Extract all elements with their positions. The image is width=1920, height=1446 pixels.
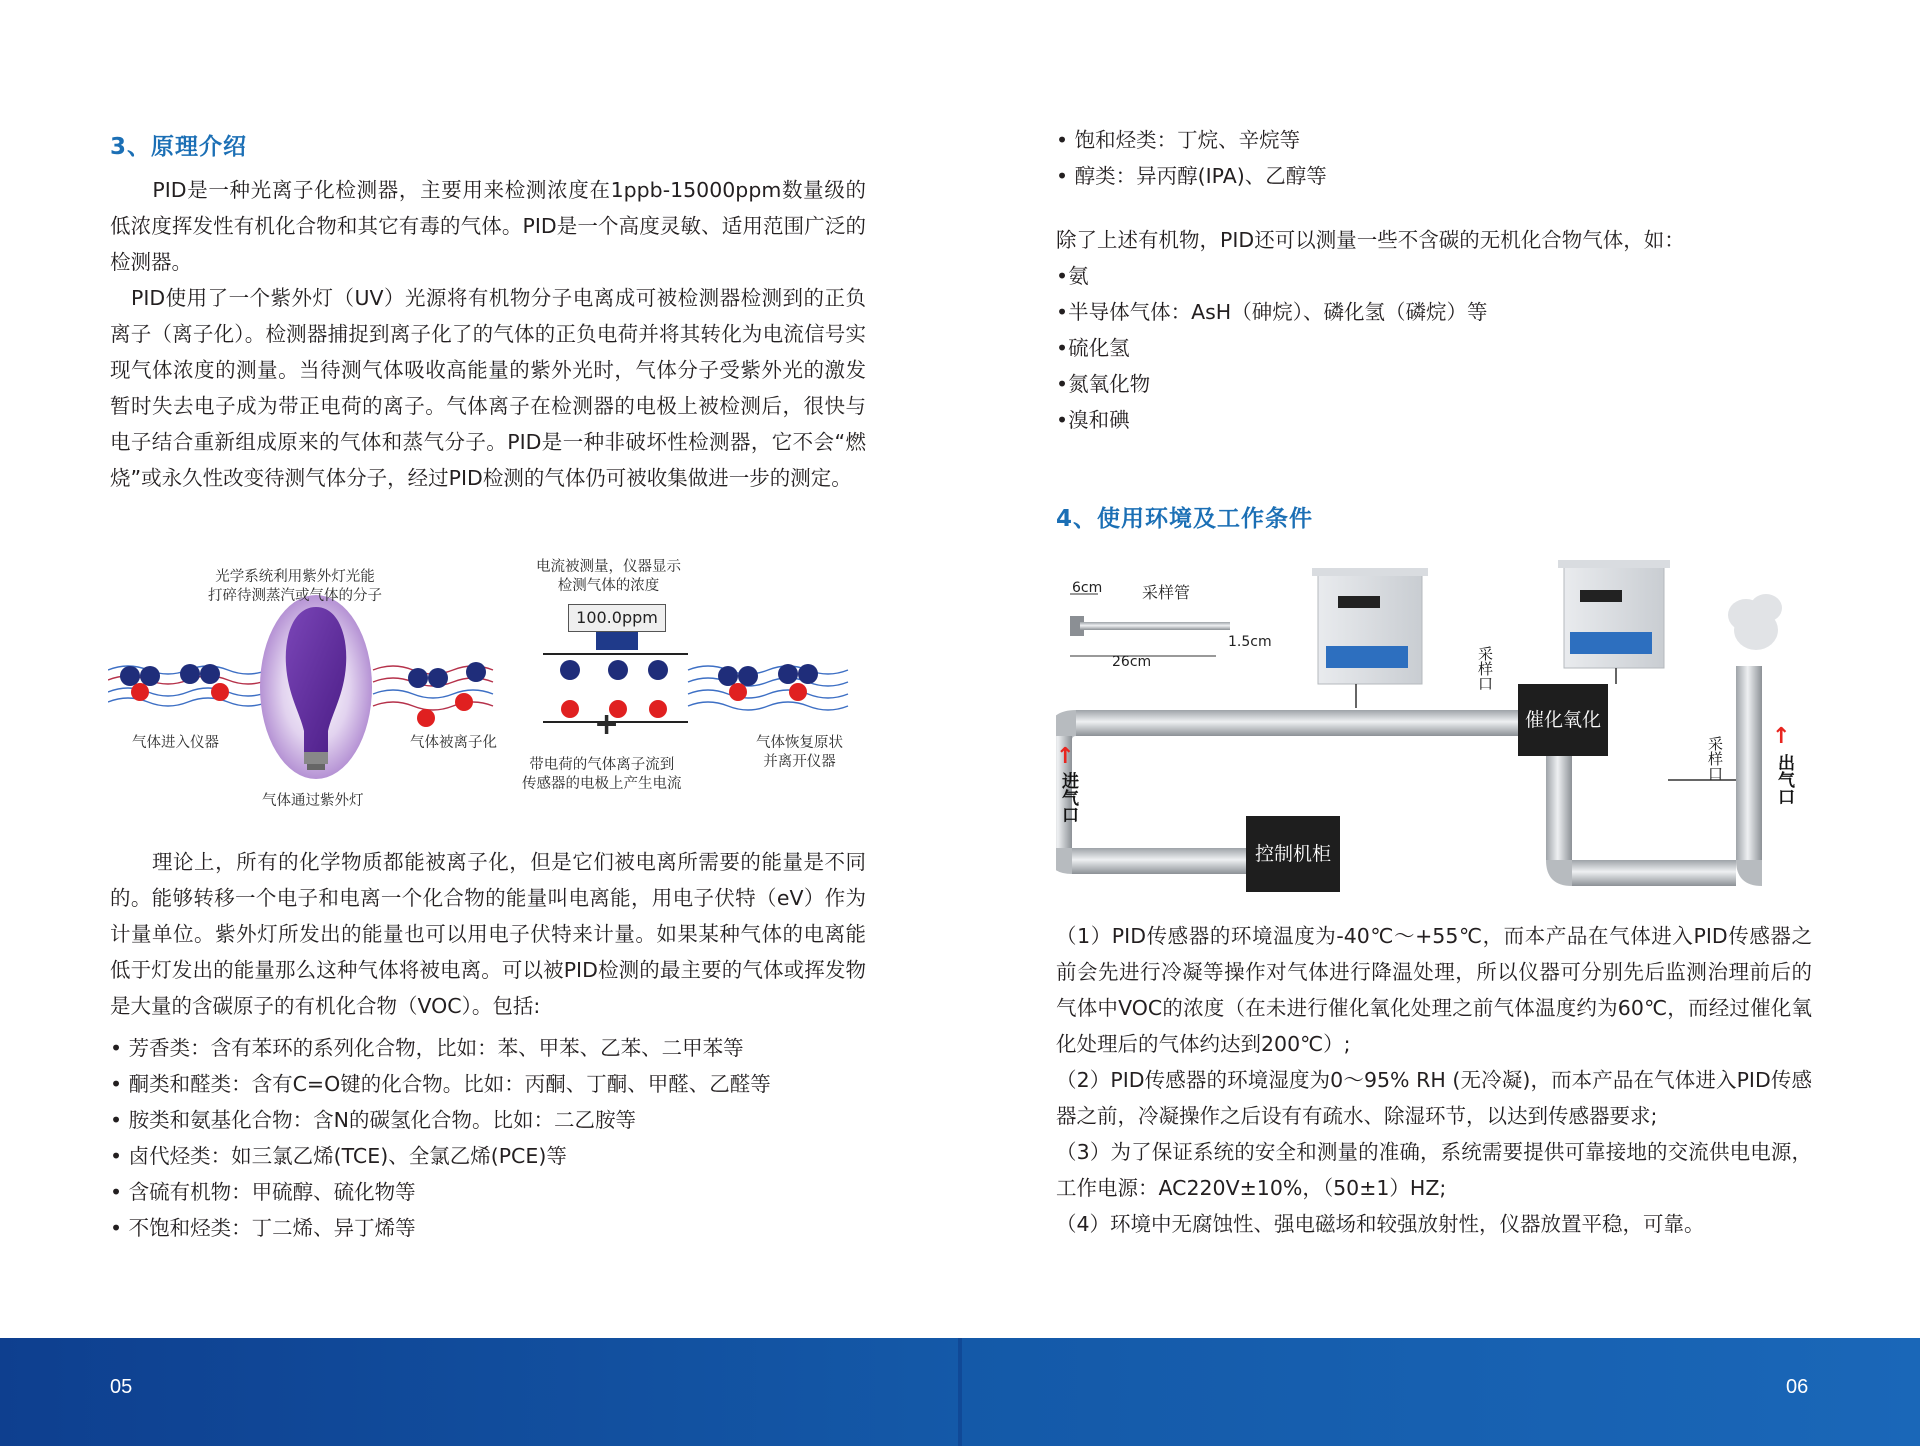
outlet-arrow-icon: ↑ [1772, 724, 1791, 749]
intro-paragraph-1: PID是一种光离子化检测器，主要用来检测浓度在1ppb-15000ppm数量级的低浓度挥发性有机化合物和其它有毒的气体。PID是一个高度灵敏、适用范围广泛的检测器。 [110, 178, 866, 274]
sample-port-label-1: 采样口 [1476, 646, 1494, 691]
sample-port-label-2: 采样口 [1706, 736, 1724, 781]
footer-divider [958, 1338, 962, 1446]
inlet-arrow-icon: ↑ [1056, 744, 1075, 769]
control-cabinet-box: 控制机柜 [1246, 816, 1340, 892]
footer-band [0, 1338, 1920, 1446]
page-number-right: 06 [1786, 1376, 1809, 1398]
list-item: •氨 [1056, 264, 1089, 288]
label-ionized: 气体被离子化 [410, 735, 497, 751]
intro-paragraph-2: PID使用了一个紫外灯（UV）光源将有机物分子电离成可被检测器检测到的正负离子（离子化）。检测器捕捉到离子化了的气体的正负电荷并将其转化为电流信号实现气体浓度的测量。当待测气体吸收高能量的紫外光时，气体分子受紫外光的激发暂时失去电子成为带正电荷的离子。气体离子在检测器的电极上被检测后，很快与电子结合重新组成原来的气体和蒸气分子。PID是一种非破坏性检测器，它不会“燃烧”或永久性改变待测气体分子，经过PID检测的气体仍可被收集做进一步的测定。 [110, 286, 866, 490]
analyzer-cabinet-1 [1312, 568, 1428, 684]
inlet-label: 进气口 [1058, 772, 1078, 823]
list-item: • 胺类和氨基化合物：含N的碳氢化合物。比如：二乙胺等 [110, 1108, 636, 1132]
label-optics: 光学系统利用紫外灯光能 打碎待测蒸汽或气体的分子 [208, 569, 382, 604]
pid-principle-diagram [108, 552, 868, 822]
list-item: • 卤代烃类：如三氯乙烯(TCE)、全氯乙烯(PCE)等 [110, 1144, 567, 1168]
process-diagram [1056, 560, 1816, 900]
inorganic-list [1056, 258, 1487, 438]
list-item: •氮氧化物 [1056, 372, 1151, 396]
right-page [960, 0, 1920, 1446]
plus-sign-icon: + [594, 707, 620, 742]
list-item: • 不饱和烃类：丁二烯、异丁烯等 [110, 1216, 416, 1240]
inorganic-intro: 除了上述有机物，PID还可以测量一些不含碳的无机化合物气体，如： [1056, 228, 1685, 252]
list-item: • 酮类和醛类：含有C=O键的化合物。比如：丙酮、丁酮、甲醛、乙醛等 [110, 1072, 771, 1096]
sampling-tube-icon [1070, 594, 1230, 656]
label-charge: 带电荷的气体离子流到 传感器的电极上产生电流 [522, 757, 682, 792]
section-title-principle: 3、原理介绍 [110, 134, 248, 160]
catalytic-oxidation-box: 催化氧化 [1518, 684, 1608, 756]
intro-text [110, 172, 866, 496]
list-item: • 含硫有机物：甲硫醇、硫化物等 [110, 1180, 416, 1204]
dimension-26cm: 26cm [1112, 654, 1152, 670]
analyzer-cabinet-2 [1558, 560, 1670, 668]
uv-lamp-icon [260, 595, 372, 779]
list-item: • 醇类：异丙醇(IPA)、乙醇等 [1056, 164, 1327, 188]
pipeline [1056, 666, 1762, 886]
label-restore: 气体恢复原状 并离开仪器 [756, 735, 843, 770]
ppm-display: 100.0ppm [568, 604, 666, 632]
gas-flow-right [688, 666, 848, 710]
list-item: • 芳香类：含有苯环的系列化合物，比如：苯、甲苯、乙苯、二甲苯等 [110, 1036, 744, 1060]
condition-3: （3）为了保证系统的安全和测量的准确，系统需要提供可靠接地的交流供电电源，工作电源：AC220V±10%，（50±1）HZ; [1056, 1140, 1812, 1200]
condition-2: （2）PID传感器的环境湿度为0～95% RH (无冷凝)，而本产品在气体进入PID传感器之前，冷凝操作之后设有有疏水、除湿环节，以达到传感器要求; [1056, 1068, 1812, 1128]
label-through-lamp: 气体通过紫外灯 [262, 793, 364, 809]
outlet-label: 出气口 [1774, 754, 1794, 805]
page-number-left: 05 [110, 1376, 133, 1398]
list-item: •半导体气体：AsH（砷烷）、磷化氢（磷烷）等 [1056, 300, 1488, 324]
conditions-text [1056, 918, 1812, 1242]
dimension-15cm: 1.5cm [1228, 634, 1272, 650]
voc-list-continued [1056, 122, 1327, 194]
section-title-conditions: 4、使用环境及工作条件 [1056, 506, 1314, 532]
voc-list [110, 1030, 771, 1246]
pipeline-graphic [1056, 560, 1816, 900]
label-current: 电流被测量，仪器显示 检测气体的浓度 [536, 559, 681, 594]
condition-4: （4）环境中无腐蚀性、强电磁场和较强放射性，仪器放置平稳，可靠。 [1056, 1212, 1705, 1236]
theory-paragraph: 理论上，所有的化学物质都能被离子化，但是它们被电离所需要的能量是不同的。能够转移一个电子和电离一个化合物的能量叫电离能，用电子伏特（eV）作为计量单位。紫外灯所发出的能量也可以用电子伏特来计量。如果某种气体的电离能低于灯发出的能量那么这种气体将被电离。可以被PID检测的最主要的气体或挥发物是大量的含碳原子的有机化合物（VOC）。包括: [110, 850, 866, 1018]
list-item: •溴和碘 [1056, 408, 1130, 432]
sampling-tube-label: 采样管 [1142, 583, 1191, 602]
exhaust-smoke [1728, 594, 1782, 650]
list-item: • 饱和烃类：丁烷、辛烷等 [1056, 128, 1301, 152]
list-item: •硫化氢 [1056, 336, 1130, 360]
dimension-6cm: 6cm [1072, 580, 1103, 596]
condition-1: （1）PID传感器的环境温度为-40℃～+55℃，而本产品在气体进入PID传感器之前会先进行冷凝等操作对气体进行降温处理，所以仪器可分别先后监测治理前后的气体中VOC的浓度（在未进行催化氧化处理之前气体温度约为60℃，而经过催化氧化处理后的气体约达到200℃）; [1056, 924, 1812, 1056]
label-gas-in: 气体进入仪器 [132, 735, 219, 751]
